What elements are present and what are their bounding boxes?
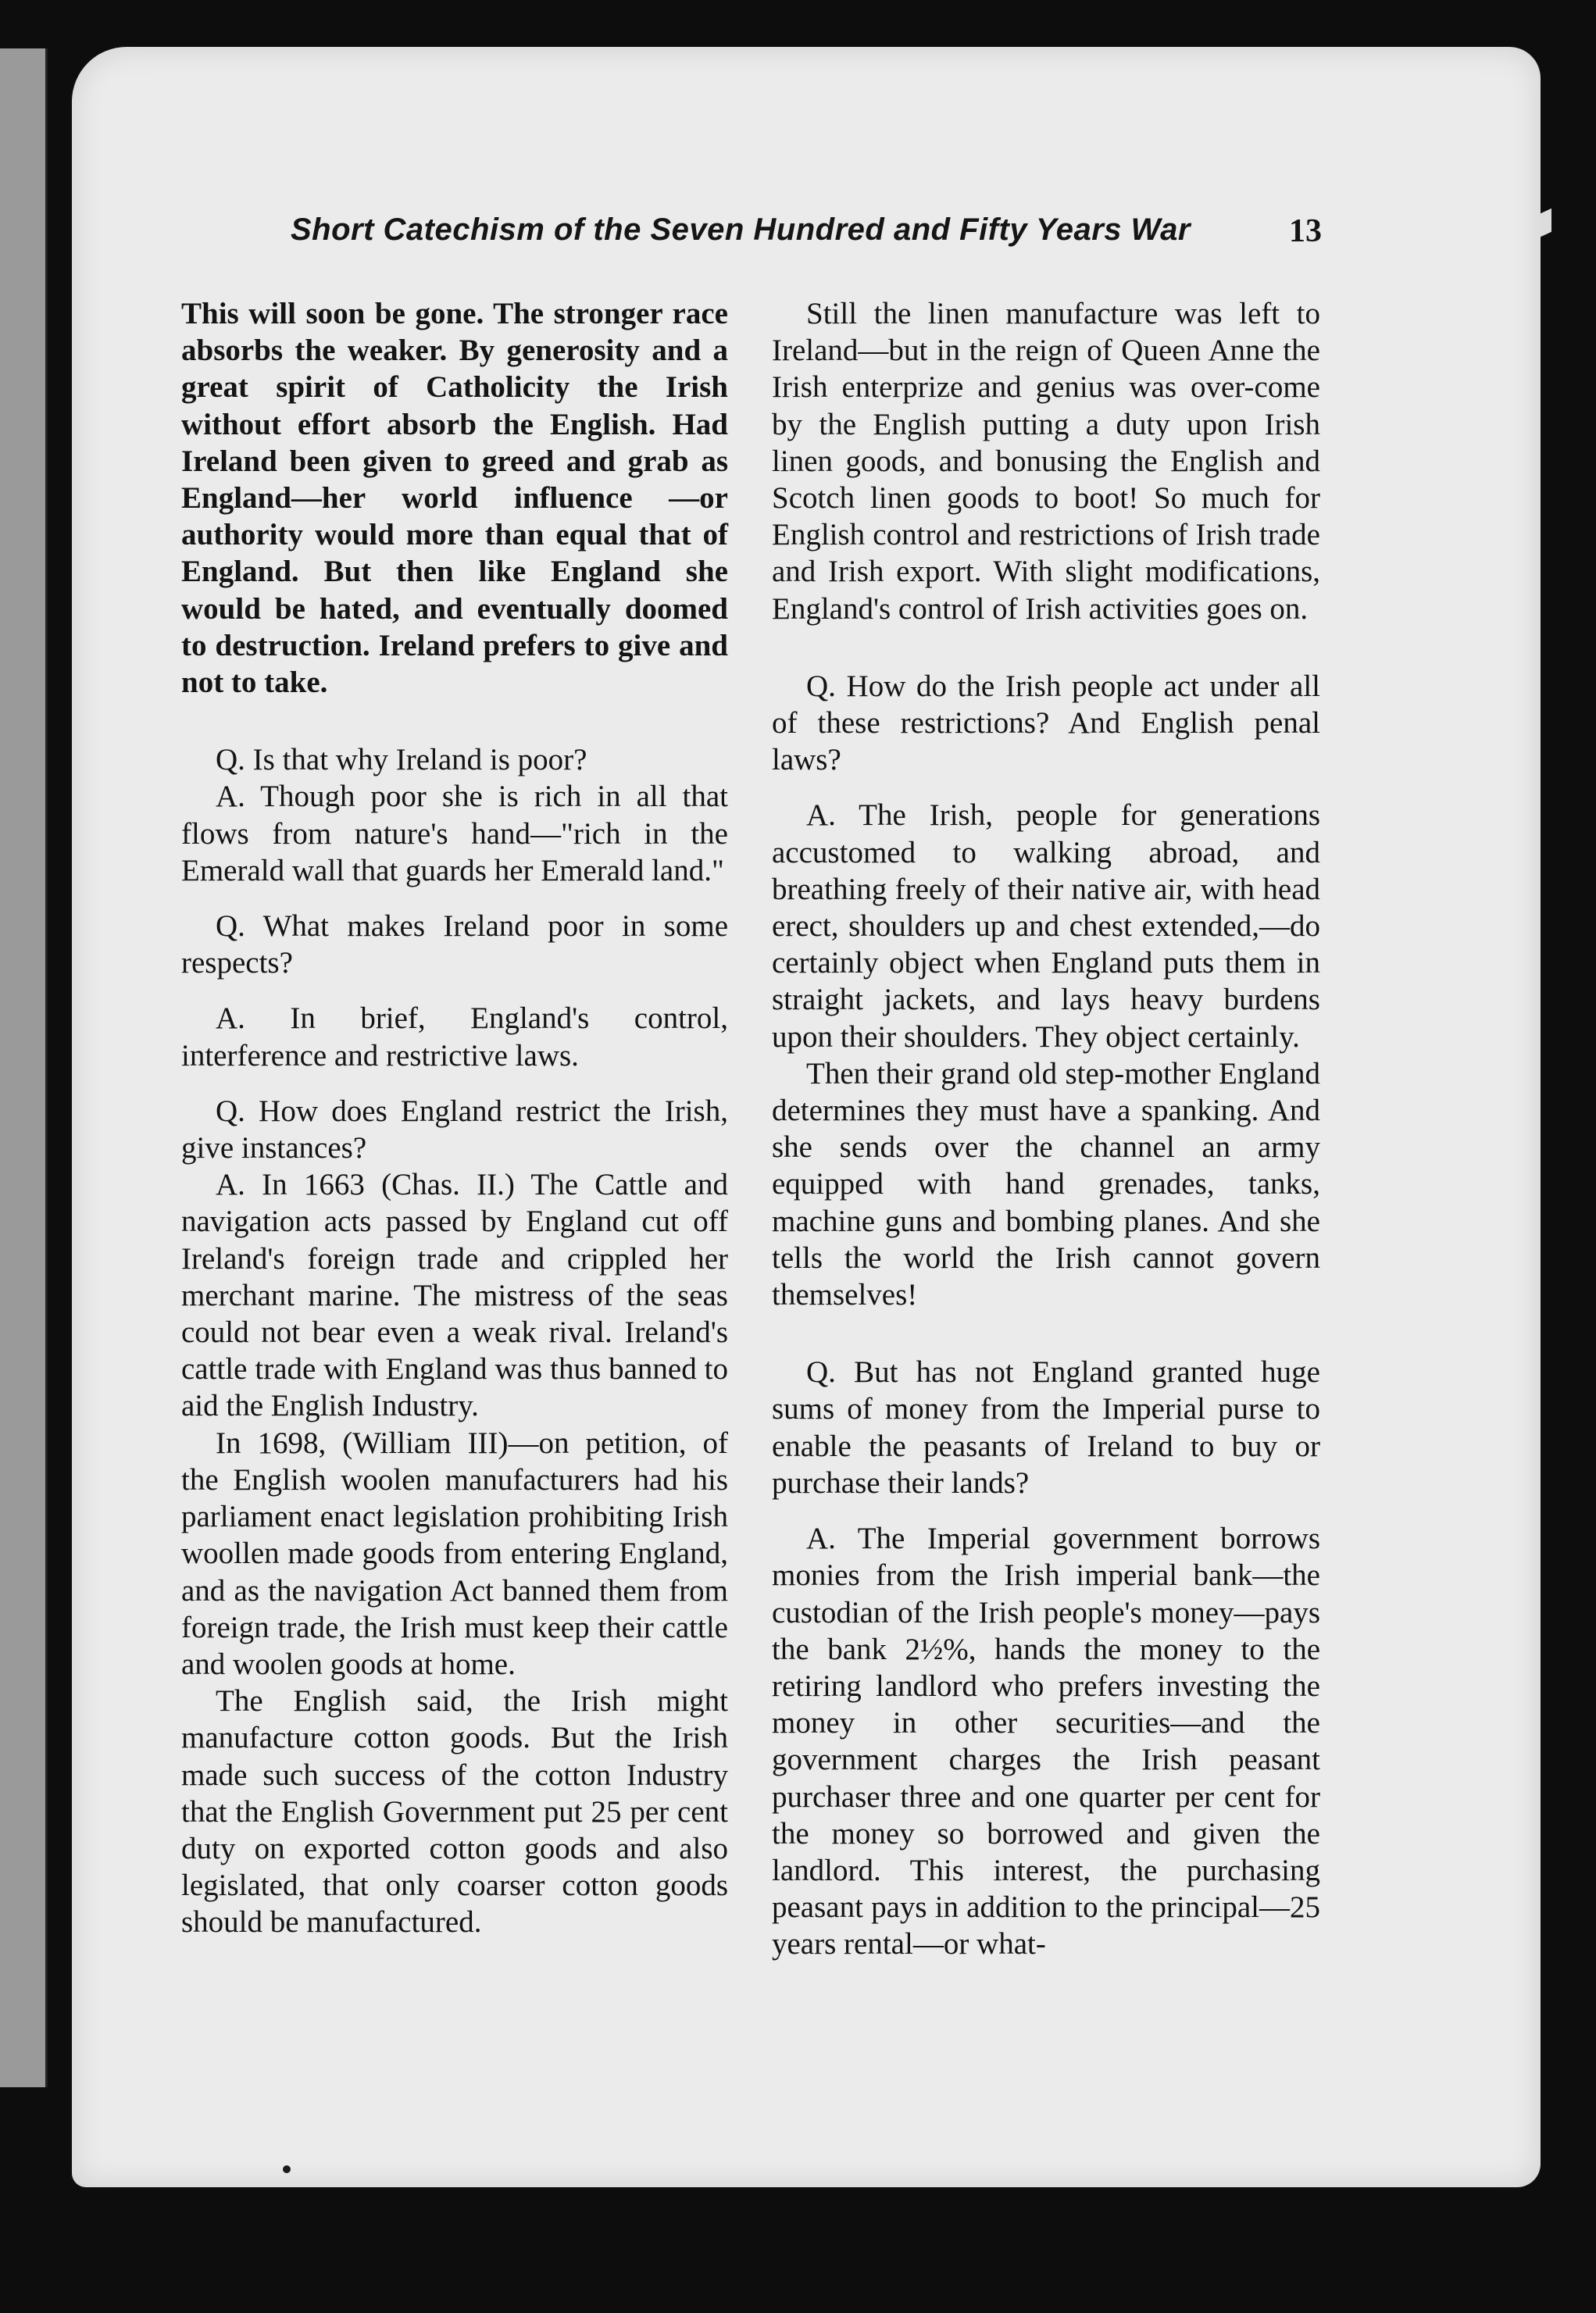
left-column xyxy=(181,295,728,1941)
running-header-title: Short Catechism of the Seven Hundred and Fifty Years War xyxy=(291,212,1191,247)
right-column xyxy=(772,295,1320,1963)
question: Q. Is that why Ireland is poor? xyxy=(216,743,587,777)
paragraph: In 1698, (William III)—on petition, of the English woolen manufacturers had his parliament enact legislation prohibiting Irish woollen made goods from entering England, and as the navigation Act banned them from foreign trade, the Irish must keep their cattle and woolen goods at home. xyxy=(181,1426,728,1681)
question: Q. What makes Ireland poor in some respects? xyxy=(181,909,728,980)
question: Q. But has not England granted huge sums of money from the Imperial purse to enable the peasants of Ireland to buy or purchase their lands? xyxy=(772,1355,1320,1500)
answer: A. Though poor she is rich in all that flows from nature's hand—"rich in the Emerald wall that guards her Emerald land." xyxy=(181,780,728,887)
answer: A. The Imperial government borrows monies from the Irish imperial bank—the custodian of the Irish people's money—pays the bank 2½%, hands the money to the retiring landlord who prefers investing the money in other securities—and the government charges the Irish peasant purchaser three and one quarter per cent for the money so borrowed and given the landlord. This interest, the purchasing peasant pays in addition to the principal—25 years rental—or what- xyxy=(772,1522,1320,1961)
answer: A. The Irish, people for generations accustomed to walking abroad, and breathing freely of their native air, with head erect, shoulders up and chest extended,—do certainly object when England puts them in straight jackets, and lays heavy burdens upon their shoulders. They object certainly. xyxy=(772,798,1320,1054)
question: Q. How do the Irish people act under all of these restrictions? And English penal laws? xyxy=(772,669,1320,777)
answer: A. In brief, England's control, interference and restrictive laws. xyxy=(181,1001,728,1073)
paragraph: This will soon be gone. The stronger race absorbs the weaker. By generosity and a great spirit of Catholicity the Irish without effort absorb the English. Had Ireland been given to greed and grab as England—her world influence —or authority would more than equal that of England. But then like England she would be hated, and eventually doomed to destruction. Ireland prefers to give and not to take. xyxy=(181,297,728,700)
page-corner-mark xyxy=(1541,209,1551,237)
paragraph: The English said, the Irish might manufacture cotton goods. But the Irish made such success of the cotton Industry that the English Government put 25 per cent duty on exported cotton goods and also legislated, that only coarser cotton goods should be manufactured. xyxy=(181,1684,728,1940)
paragraph: Then their grand old step-mother England determines they must have a spanking. And she sends over the channel an army equipped with hand grenades, tanks, machine guns and bombing planes. And she tells the world the Irish cannot govern themselves! xyxy=(772,1056,1320,1312)
previous-page-edge xyxy=(0,48,48,2087)
ink-dot xyxy=(283,2165,291,2173)
question: Q. How does England restrict the Irish, give instances? xyxy=(181,1094,728,1165)
running-header xyxy=(212,212,1322,267)
paragraph: Still the linen manufacture was left to Ireland—but in the reign of Queen Anne the Irish enterprize and genius was over-come by the English putting a duty upon Irish linen goods, and bonusing the English and Scotch linen goods to boot! So much for English control and restrictions of Irish trade and Irish export. With slight modifications, England's control of Irish activities goes on. xyxy=(772,297,1320,626)
page-number: 13 xyxy=(1289,213,1322,249)
answer: A. In 1663 (Chas. II.) The Cattle and navigation acts passed by England cut off Ireland's foreign trade and crippled her merchant marine. The mistress of the seas could not bear even a weak rival. Ireland's cattle trade with England was thus banned to aid the English Industry. xyxy=(181,1168,728,1423)
